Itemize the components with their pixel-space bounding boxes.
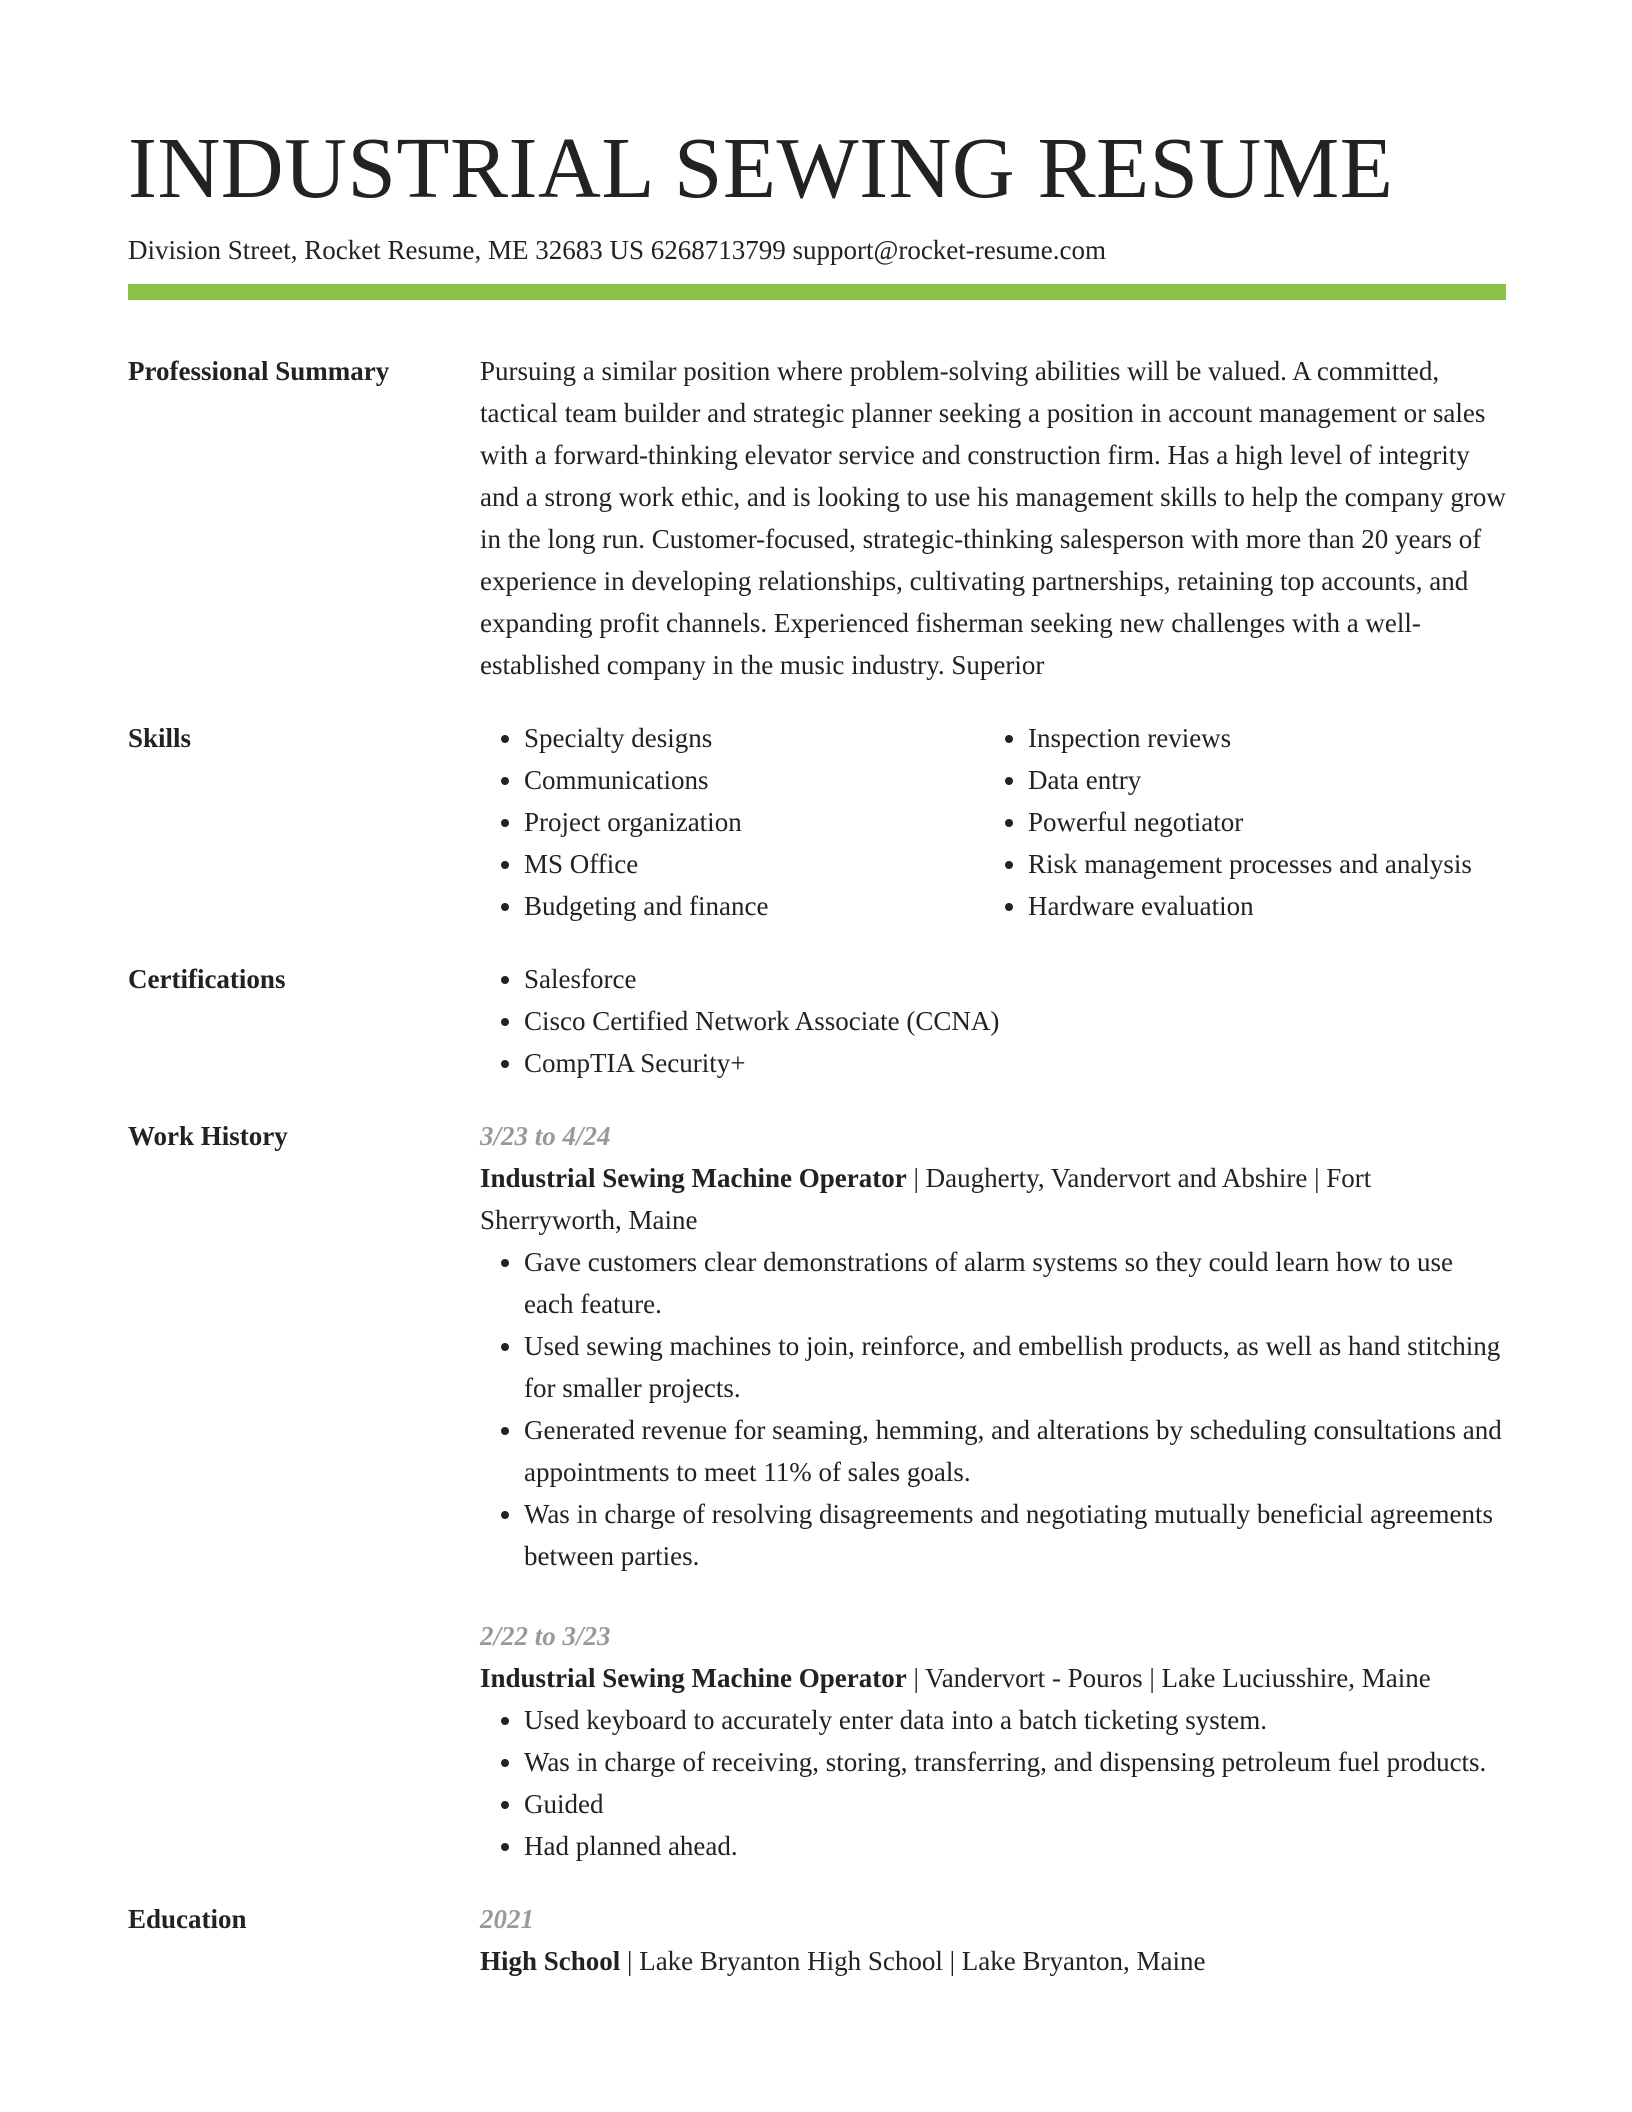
skills-grid [480, 717, 1506, 927]
skill-item: • Specialty designs [524, 717, 984, 759]
skill-item: • Data entry [1028, 759, 1506, 801]
resume-title: INDUSTRIAL SEWING RESUME [128, 119, 1394, 216]
job-title: Industrial Sewing Machine Operator [480, 1163, 907, 1193]
skill-item: • Budgeting and finance [524, 885, 984, 927]
job-duty: • Generated revenue for seaming, hemming, and alterations by scheduling consultations and appointments to meet 11% of sales goals. [524, 1409, 1506, 1493]
certification-item: • CompTIA Security+ [524, 1042, 1506, 1084]
education-degree: High School [480, 1946, 621, 1976]
work-history-section [128, 1115, 1506, 1867]
certifications-heading: Certifications [128, 964, 286, 994]
education-details: | Lake Bryanton High School | Lake Bryanton, Maine [620, 1946, 1206, 1976]
job-entry [480, 1115, 1506, 1577]
skills-body [480, 717, 1506, 927]
work-history-body [480, 1115, 1506, 1867]
job-title: Industrial Sewing Machine Operator [480, 1663, 907, 1693]
skill-item: • MS Office [524, 843, 984, 885]
job-dates: 3/23 to 4/24 [480, 1121, 611, 1151]
skill-item: • Communications [524, 759, 984, 801]
summary-body [480, 350, 1506, 686]
job-entry [480, 1615, 1506, 1867]
job-duties [480, 1241, 1506, 1577]
skills-heading: Skills [128, 723, 192, 753]
job-dates: 2/22 to 3/23 [480, 1621, 611, 1651]
skill-item: • Risk management processes and analysis [1028, 843, 1506, 885]
skill-item: • Project organization [524, 801, 984, 843]
work-history-heading: Work History [128, 1121, 288, 1151]
contact-line: Division Street, Rocket Resume, ME 32683 US 6268713799 support@rocket-resume.com [128, 235, 1106, 265]
education-body [480, 1898, 1506, 1982]
education-heading: Education [128, 1904, 247, 1934]
certification-item: • Salesforce [524, 958, 1506, 1000]
skill-item: • Inspection reviews [1028, 717, 1506, 759]
summary-section [128, 350, 1506, 686]
job-duty: • Used keyboard to accurately enter data into a batch ticketing system. [524, 1699, 1506, 1741]
certification-item: • Cisco Certified Network Associate (CCNA) [524, 1000, 1506, 1042]
job-details: | Vandervort - Pouros | Lake Luciusshire, Maine [906, 1663, 1431, 1693]
job-duty: • Had planned ahead. [524, 1825, 1506, 1867]
job-heading [480, 1657, 1506, 1699]
certifications-body [480, 958, 1506, 1084]
skills-column-right [984, 717, 1506, 927]
accent-divider [128, 284, 1506, 300]
skills-section [128, 717, 1506, 927]
summary-text: Pursuing a similar position where problem-solving abilities will be valued. A committed, tactical team builder and strategic planner seeking a position in account management or sales with a forward-thinking elevator service and construction firm. Has a high level of integrity and a strong work ethic, and is looking to use his management skills to help the company grow in the long run. Customer-focused, strategic-thinking salesperson with more than 20 years of experience in developing relationships, cultivating partnerships, retaining top accounts, and expanding profit channels. Experienced fisherman seeking new challenges with a well-established company in the music industry. Superior [480, 356, 1506, 680]
summary-heading: Professional Summary [128, 356, 390, 386]
job-duties [480, 1699, 1506, 1867]
job-duty: • Gave customers clear demonstrations of alarm systems so they could learn how to use each feature. [524, 1241, 1506, 1325]
job-duty: • Guided [524, 1783, 1506, 1825]
job-duty: • Used sewing machines to join, reinforce, and embellish products, as well as hand stitching for smaller projects. [524, 1325, 1506, 1409]
job-heading [480, 1157, 1506, 1241]
education-heading-line [480, 1940, 1506, 1982]
education-year: 2021 [480, 1904, 534, 1934]
job-duty: • Was in charge of receiving, storing, transferring, and dispensing petroleum fuel products. [524, 1741, 1506, 1783]
job-duty: • Was in charge of resolving disagreements and negotiating mutually beneficial agreements between parties. [524, 1493, 1506, 1577]
certifications-section [128, 958, 1506, 1084]
education-section [128, 1898, 1506, 1982]
skills-column-left [480, 717, 984, 927]
skill-item: • Powerful negotiator [1028, 801, 1506, 843]
job-details: | Daugherty, Vandervort and Abshire | Fort Sherryworth, Maine [480, 1163, 1372, 1235]
skill-item: • Hardware evaluation [1028, 885, 1506, 927]
resume-page [128, 0, 1506, 1982]
